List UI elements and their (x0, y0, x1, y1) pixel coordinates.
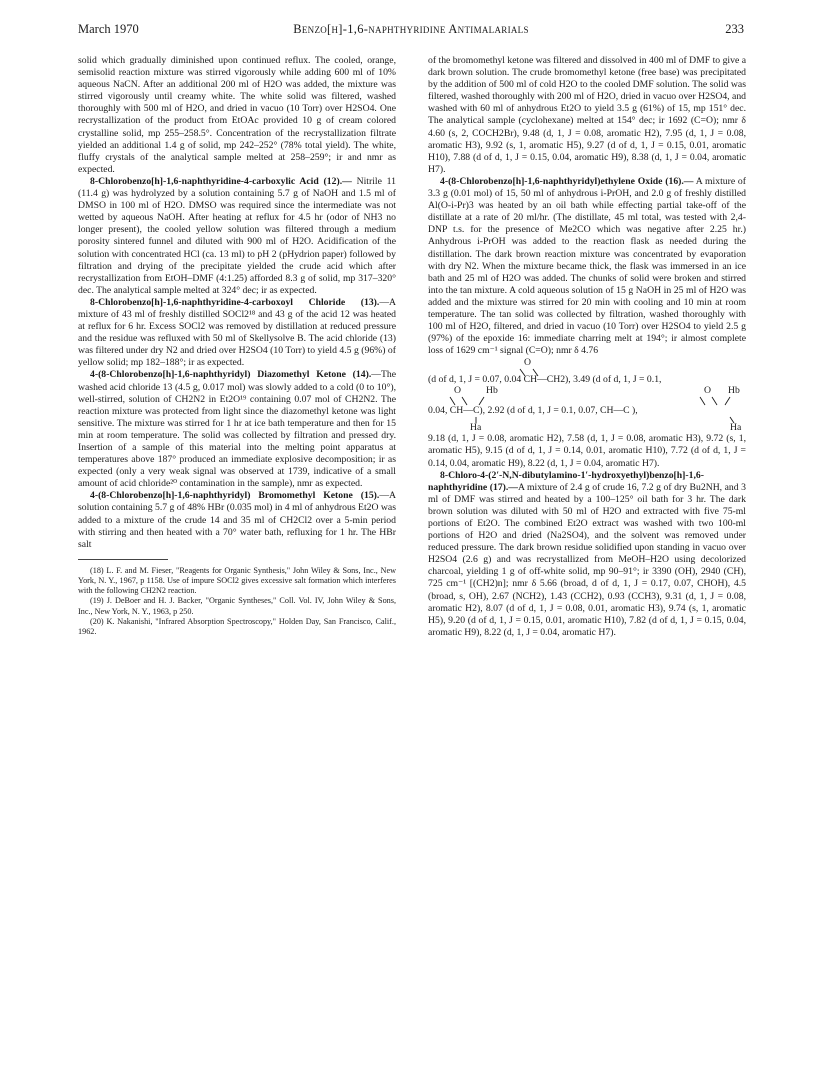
hb-label-1: Hb (486, 385, 498, 397)
ha-label-1: Ha (470, 422, 482, 434)
section-15-title: 4-(8-Chlorobenzo[h]-1,6-naphthyridyl) Bromomethyl Ketone (15). (90, 490, 380, 502)
section-15 (78, 490, 396, 550)
section-17-title: 8-Chloro-4-(2′-N,N-dibutylamino-1′-hydroxyethyl)benzo[h]-1,6-naphthyridine (17).— (428, 469, 704, 493)
section-13-title: 8-Chlorobenzo[h]-1,6-naphthyridine-4-carboxoyl Chloride (13). (90, 296, 380, 308)
section-12-body: Nitrile 11 (11.4 g) was hydrolyzed by a solution containing 5.7 g of NaOH and 1.5 ml of DMSO in 100 ml of H2O. DMSO was required since the intermediate was not wetted by aqueous NaOH. After heating at reflux for 4.5 hr (odor of NH3 no longer present), the cooled yellow solution was filtered through a medium porosity sintered funnel and diluted with 900 ml of H2O. Acidification of the solution with concentrated HCl (ca. 13 ml) to pH 2 (pHydrion paper) followed by filtration and drying of the precipitate yielded the crude acid which after recrystallization from EtOH–DMF (4:1.25) afforded 8.3 g of solid, mp 317–320° dec. The analytical sample melted at 324° dec; ir as expected. (78, 175, 397, 296)
section-14-title: 4-(8-Chlorobenzo[h]-1,6-naphthyridyl) Diazomethyl Ketone (14). (90, 369, 372, 381)
continued-paragraph-right: of the bromomethyl ketone was filtered and dissolved in 400 ml of DMF to give a dark brown solution. The crude bromomethyl ketone (free base) was precipitated by the addition of 500 ml of cold H2O to the cooled DMF solution. The solid was filtered, washed thoroughly with 200 ml of H2O, dried in vacuo over H2SO4, and washed with 60 ml of anhydrous Et2O to yield 3.5 g (61%) of 15, mp 151° dec. The analytical sample (cyclohexane) melted at 154° dec; ir 1692 (C=O); nmr δ 4.60 (s, 2, COCH2Br), 9.48 (d, 1, J = 0.08, aromatic H2), 7.95 (d, 1, J = 0.08, aromatic H3), 9.92 (s, 1, aromatic H5), 9.27 (d of d, 1, J = 0.15, 0.01, aromatic H10), 7.88 (d of d, 1, J = 0.15, 0.04, aromatic H9), 8.38 (d, 1, J = 0.04, aromatic H7). (428, 55, 747, 175)
hb-label-2: Hb (728, 385, 740, 397)
footnote-19: (19) J. DeBoer and H. J. Backer, "Organic Syntheses," Coll. Vol. IV, John Wiley & Sons, Inc., New York, N. Y., 1963, p 250. (78, 596, 396, 616)
epoxide-oxygen-1: O (524, 357, 531, 369)
section-17 (428, 470, 746, 639)
continued-paragraph: solid which gradually diminished upon continued reflux. The cooled, orange, semisolid reaction mixture was stirred vigorously while adding 600 ml of 10% aqueous NaCN. After an additional 200 ml of H2O was added, the mixture was stirred vigorously until creamy white. The white solid was filtered, washed thoroughly with 500 ml of H2O, and dried in vacuo (10 Torr) over H2SO4. One recrystallization of the product from EtOAc provided 10 g of cream colored crystalline solid, mp 255–258.5°. Concentration of the recrystallization filtrate yielded an additional 1.4 g of solid, mp 242–252° (78% total yield). The white, fluffy crystals of the analytical sample melted at 258–259°; ir and nmr as expected. (78, 55, 396, 175)
epoxide-structure-2 (428, 385, 746, 433)
footnote-rule (78, 559, 168, 560)
footnote-18: (18) L. F. and M. Fieser, "Reagents for Organic Synthesis," John Wiley & Sons, Inc., New York, N. Y., 1967, p 1158. Use of impure SOCl2 gives excessive salt formation which interferes with the following CH2N2 reaction. (78, 565, 396, 596)
section-14-body: —The washed acid chloride 13 (4.5 g, 0.017 mol) was slowly added to a cold (0 to 10°), well-stirred, solution of CH2N2 in Et2O¹⁹ containing 0.07 mol of CH2N2. The reaction mixture was protected from light since the diazomethyl ketone was light sensitive. The mixture was stirred for 1 hr at ice bath temperature and then for 15 min at room temperature. The solid was collected by filtration and pressed dry. Insertion of a sample of this material into the melting point apparatus at temperatures above 187° produced an immediate explosive decomposition; ir as expected (only a very weak signal was observed at 1739, indicative of a small amount of acid chloride²⁰ contamination in the sample), nmr as expected. (78, 369, 396, 490)
nmr-line-1: (d of d, 1, J = 0.07, 0.04 CH—CH2), 3.49 (d of d, 1, J = 0.1, (428, 374, 662, 386)
section-12 (78, 176, 396, 297)
section-16-body: A mixture of 3.3 g (0.01 mol) of 15, 50 ml of anhydrous i-PrOH, and 2.0 g of freshly distilled Al(O-i-Pr)3 was heated by an oil bath while effecting partial take-off of the distillate at a rate of 20 ml/hr. (The distillate, 45 ml total, was tested with 2,4-DNP t.s. for the presence of Me2CO which was negative after 2.25 hr.) Anhydrous i-PrOH was added to the reaction flask as needed during the distillation. The dark brown reaction mixture was concentrated by evaporation with dry N2. When the mixture became thick, the flask was immersed in an ice bath and 25 ml of H2O was added. The chunks of solid were broken and stirred into the tan mixture. A cold aqueous solution of 15 g NaOH in 25 ml of H2O was added and the mixture was stirred for 20 min with cooling and 10 min at room temperature. The tan solid was collected by filtration, washed thoroughly with 100 ml of H2O, filtered, and dried in vacuo (10 Torr) over H2SO4 to yield 2.5 g (97%) of the epoxide 16: immediate charring melt at 194°; ir almost complete loss of 1629 cm⁻¹ signal (C=O); nmr δ 4.76 (428, 175, 747, 357)
section-16-title: 4-(8-Chlorobenzo[h]-1,6-naphthyridyl)ethylene Oxide (16).— (440, 175, 694, 187)
section-17-body: A mixture of 2.4 g of crude 16, 7.2 g of dry Bu2NH, and 3 ml of DMF was stirred and heated by a 100–125° oil bath for 3 hr. The dark brown solution was diluted with 50 ml of H2O and extracted with five 75-ml portions of Et2O. The combined Et2O extract was washed with two 100-ml portions of H2O and dried (Na2SO4), and the solvent was removed under reduced pressure. The dark brown residue solidified upon standing in vacuo over H2SO4 (2.6 g) and was recrystallized from MeOH–H2O using decolorized charcoal, yielding 1 g of off-white solid, mp 90–91°; ir 3390 (OH), 2940 (CH), 725 cm⁻¹ [(CH2)n]; nmr δ 5.66 (broad, d of d, 1, J = 0.17, 0.07, CHOH), 4.5 (broad, s, OH), 2.67 (NCH2), 1.43 (CCH2), 0.93 (CCH3), 9.31 (d, 1, J = 0.08, aromatic H2), 8.07 (d of d, 1, J = 0.08, 0.01, aromatic H3), 9.74 (s, 1, aromatic H5), 9.20 (d of d, 1, J = 0.15, 0.01, aromatic H10), 7.82 (d of d, 1, J = 0.15, 0.04, aromatic H9), 8.22 (d, 1, J = 0.04, aromatic H7). (428, 481, 746, 638)
left-column (78, 55, 396, 637)
epoxide-oxygen-3: O (704, 385, 711, 397)
epoxide-oxygen-2: O (454, 385, 461, 397)
section-16 (428, 176, 746, 357)
header-title: Benzo[h]-1,6-naphthyridine Antimalarials (293, 22, 529, 36)
nmr-continuation: 9.18 (d, 1, J = 0.08, aromatic H2), 7.58 (d, 1, J = 0.08, aromatic H3), 9.72 (s, 1, aromatic H5), 9.15 (d of d, 1, J = 0.14, 0.01, aromatic H10), 7.72 (d of d, 1, J = 0.14, 0.04, aromatic H9), 8.22 (d, 1, J = 0.04, aromatic H7). (428, 433, 746, 469)
page-number: 233 (725, 22, 744, 36)
nmr-line-2: 0.04, CH—C), 2.92 (d of d, 1, J = 0.1, 0.07, CH—C ), (428, 405, 638, 417)
ha-label-2: Ha (730, 422, 742, 434)
epoxide-structure-1 (428, 357, 746, 385)
section-13-body: —A mixture of 43 ml of freshly distilled SOCl2¹⁸ and 43 g of the acid 12 was heated at reflux for 6 hr. Excess SOCl2 was removed by distillation at reduced pressure and the residue was refluxed with 50 ml of Skellysolve B. The acid chloride (13) was filtered under dry N2 and dried over H2SO4 (10 Torr) to yield 4.5 g (96%) of yellow solid; mp 182–188°; ir as expected. (78, 296, 396, 369)
section-13 (78, 297, 396, 370)
right-column (428, 55, 746, 639)
footnote-20: (20) K. Nakanishi, "Infrared Absorption Spectroscopy," Holden Day, San Francisco, Calif., 1962. (78, 616, 396, 637)
header-date: March 1970 (78, 22, 139, 36)
running-header (78, 22, 744, 42)
section-15-body: —A solution containing 5.7 g of 48% HBr (0.035 mol) in 4 ml of anhydrous Et2O was added to a mixture of the crude 14 and 35 ml of CH2Cl2 over a 5-min period with stirring and then heated with a 70° water bath, refluxing for 1 hr. The HBr salt (78, 490, 396, 550)
section-12-title: 8-Chlorobenzo[h]-1,6-naphthyridine-4-carboxylic Acid (12).— (90, 175, 352, 187)
section-14 (78, 369, 396, 490)
